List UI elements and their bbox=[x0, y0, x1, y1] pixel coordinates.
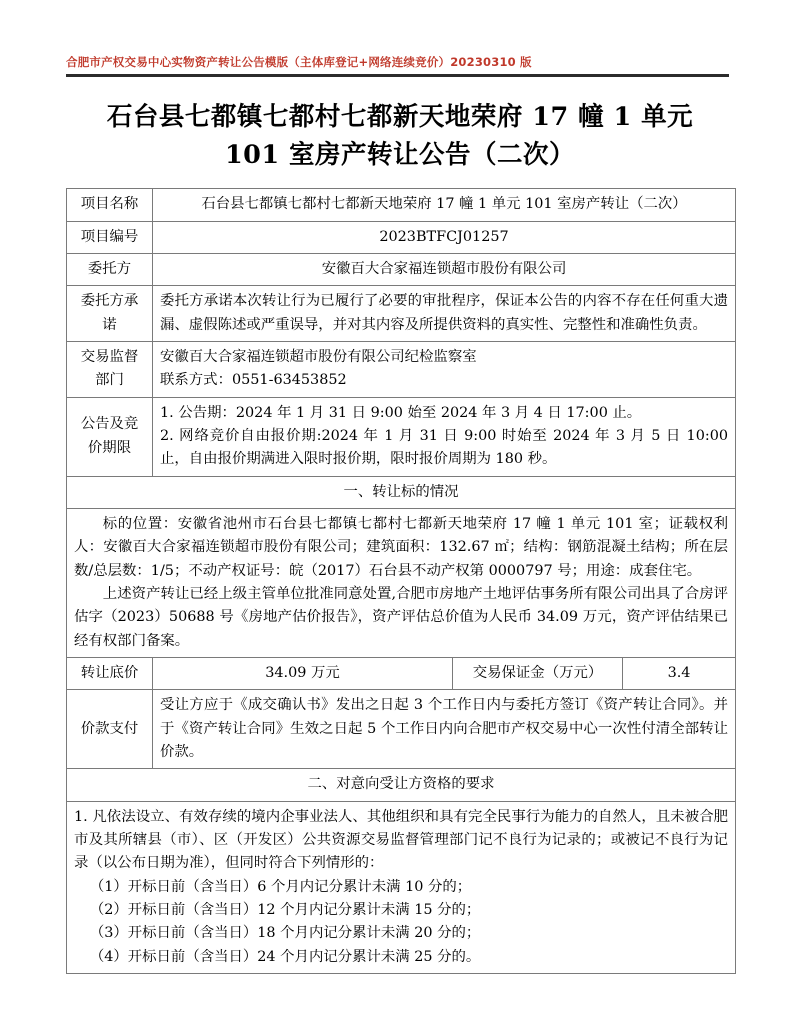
announcement-table bbox=[66, 188, 736, 974]
value-consignor: 安徽百大合家福连锁超市股份有限公司 bbox=[153, 254, 736, 286]
announcement-period-item-1: 1. 公告期：2024 年 1 月 31 日 9:00 始至 2024 年 3 月 4 日 17:00 止。 bbox=[160, 404, 642, 421]
label-project-name: 项目名称 bbox=[67, 189, 153, 221]
value-project-name: 石台县七都镇七都村七都新天地荣府 17 幢 1 单元 101 室房产转让（二次） bbox=[153, 189, 736, 221]
table-row-price bbox=[67, 657, 736, 689]
label-consignor-commitment: 委托方承诺 bbox=[67, 286, 153, 342]
value-project-number: 2023BTFCJ01257 bbox=[153, 221, 736, 253]
value-payment: 受让方应于《成交确认书》发出之日起 3 个工作日内与委托方签订《资产转让合同》。并于《资产转让合同》生效之日起 5 个工作日内向合肥市产权交易中心一次性付清全部转让价款。 bbox=[153, 690, 736, 769]
area-unit: ㎡ bbox=[494, 539, 510, 556]
section-one-heading-row bbox=[67, 476, 736, 508]
value-consignor-commitment: 委托方承诺本次转让行为已履行了必要的审批程序，保证本公告的内容不存在任何重大遗漏、虚假陈述或严重误导，并对其内容及所提供资料的真实性、完整性和准确性负责。 bbox=[153, 286, 736, 342]
label-supervision-dept: 交易监督部门 bbox=[67, 342, 153, 398]
table-row-consignor bbox=[67, 254, 736, 286]
label-deposit: 交易保证金（万元） bbox=[453, 657, 623, 689]
section-two-heading-row bbox=[67, 769, 736, 801]
running-header: 合肥市产权交易中心实物资产转让公告模版（主体库登记+网络连续竞价）20230310 版 bbox=[66, 55, 532, 69]
table-row-announcement-period bbox=[67, 397, 736, 476]
label-announcement-period: 公告及竞价期限 bbox=[67, 397, 153, 476]
label-consignor: 委托方 bbox=[67, 254, 153, 286]
value-base-price: 34.09 万元 bbox=[153, 657, 453, 689]
paragraph-1-part-a: 标的位置：安徽省池州市石台县七都镇七都村七都新天地荣府 17 幢 1 单元 101 室；证载权利人：安徽百大合家福连锁超市股份有限公司；建筑面积：132.67 bbox=[74, 516, 729, 556]
title-line-1: 石台县七都镇七都村七都新天地荣府 17 幢 1 单元 bbox=[106, 101, 694, 132]
section-one-body bbox=[67, 509, 736, 658]
label-payment: 价款支付 bbox=[67, 690, 153, 769]
table-row-supervision-dept bbox=[67, 342, 736, 398]
table-row-payment bbox=[67, 690, 736, 769]
header-rule bbox=[66, 74, 729, 77]
announcement-period-item-2: 2. 网络竞价自由报价期:2024 年 1 月 31 日 9:00 时始至 2024 年 3 月 5 日 10:00 止，自由报价期满进入限时报价期，限时报价周期为 180 秒。 bbox=[160, 428, 729, 468]
section-one-heading: 一、转让标的情况 bbox=[67, 476, 736, 508]
section-two-heading: 二、对意向受让方资格的要求 bbox=[67, 769, 736, 801]
section-two-sub-item-2: （2）开标日前（含当日）12 个月内记分累计未满 15 分的； bbox=[89, 901, 481, 918]
table-row-consignor-commitment bbox=[67, 286, 736, 342]
paragraph-1-part-b: ；结构：钢筋混凝土结构；所在层数/总层数：1/5；不动产权证号：皖（2017）石台县不动产权第 0000797 号；用途：成套住宅。 bbox=[74, 539, 729, 579]
section-two-body-row bbox=[67, 801, 736, 973]
supervision-dept-contact: 联系方式：0551-63453852 bbox=[160, 372, 347, 389]
supervision-dept-name: 安徽百大合家福连锁超市股份有限公司纪检监察室 bbox=[160, 349, 477, 366]
section-two-body bbox=[67, 801, 736, 973]
table-row-project-number bbox=[67, 221, 736, 253]
value-announcement-period bbox=[153, 397, 736, 476]
section-two-sub-item-3: （3）开标日前（含当日）18 个月内记分累计未满 20 分的； bbox=[89, 925, 481, 942]
section-two-sub-item-4: （4）开标日前（含当日）24 个月内记分累计未满 25 分的。 bbox=[89, 948, 481, 965]
section-one-body-row bbox=[67, 509, 736, 658]
title-line-2: 101 室房产转让公告（二次） bbox=[224, 139, 576, 170]
value-deposit: 3.4 bbox=[623, 657, 736, 689]
value-supervision-dept bbox=[153, 342, 736, 398]
section-two-item-1: 1. 凡依法设立、有效存续的境内企事业法人、其他组织和具有完全民事行为能力的自然人，且未被合肥市及其所辖县（市）、区（开发区）公共资源交易监督管理部门记不良行为记录的；或被记不良行为记录（以公布日期为准），但同时符合下列情形的： bbox=[74, 808, 729, 872]
label-project-number: 项目编号 bbox=[67, 221, 153, 253]
section-one-paragraph-1 bbox=[74, 513, 728, 583]
table-row-project-name bbox=[67, 189, 736, 221]
page-title bbox=[66, 99, 734, 174]
section-two-sub-item-1: （1）开标日前（含当日）6 个月内记分累计未满 10 分的； bbox=[89, 878, 472, 895]
section-one-paragraph-2: 上述资产转让已经上级主管单位批准同意处置,合肥市房地产土地评估事务所有限公司出具了合房评估字（2023）50688 号《房地产估价报告》，资产评估总价值为人民币 34.09 万元，资产评估结果已经有权部门备案。 bbox=[74, 586, 729, 649]
label-base-price: 转让底价 bbox=[67, 657, 153, 689]
